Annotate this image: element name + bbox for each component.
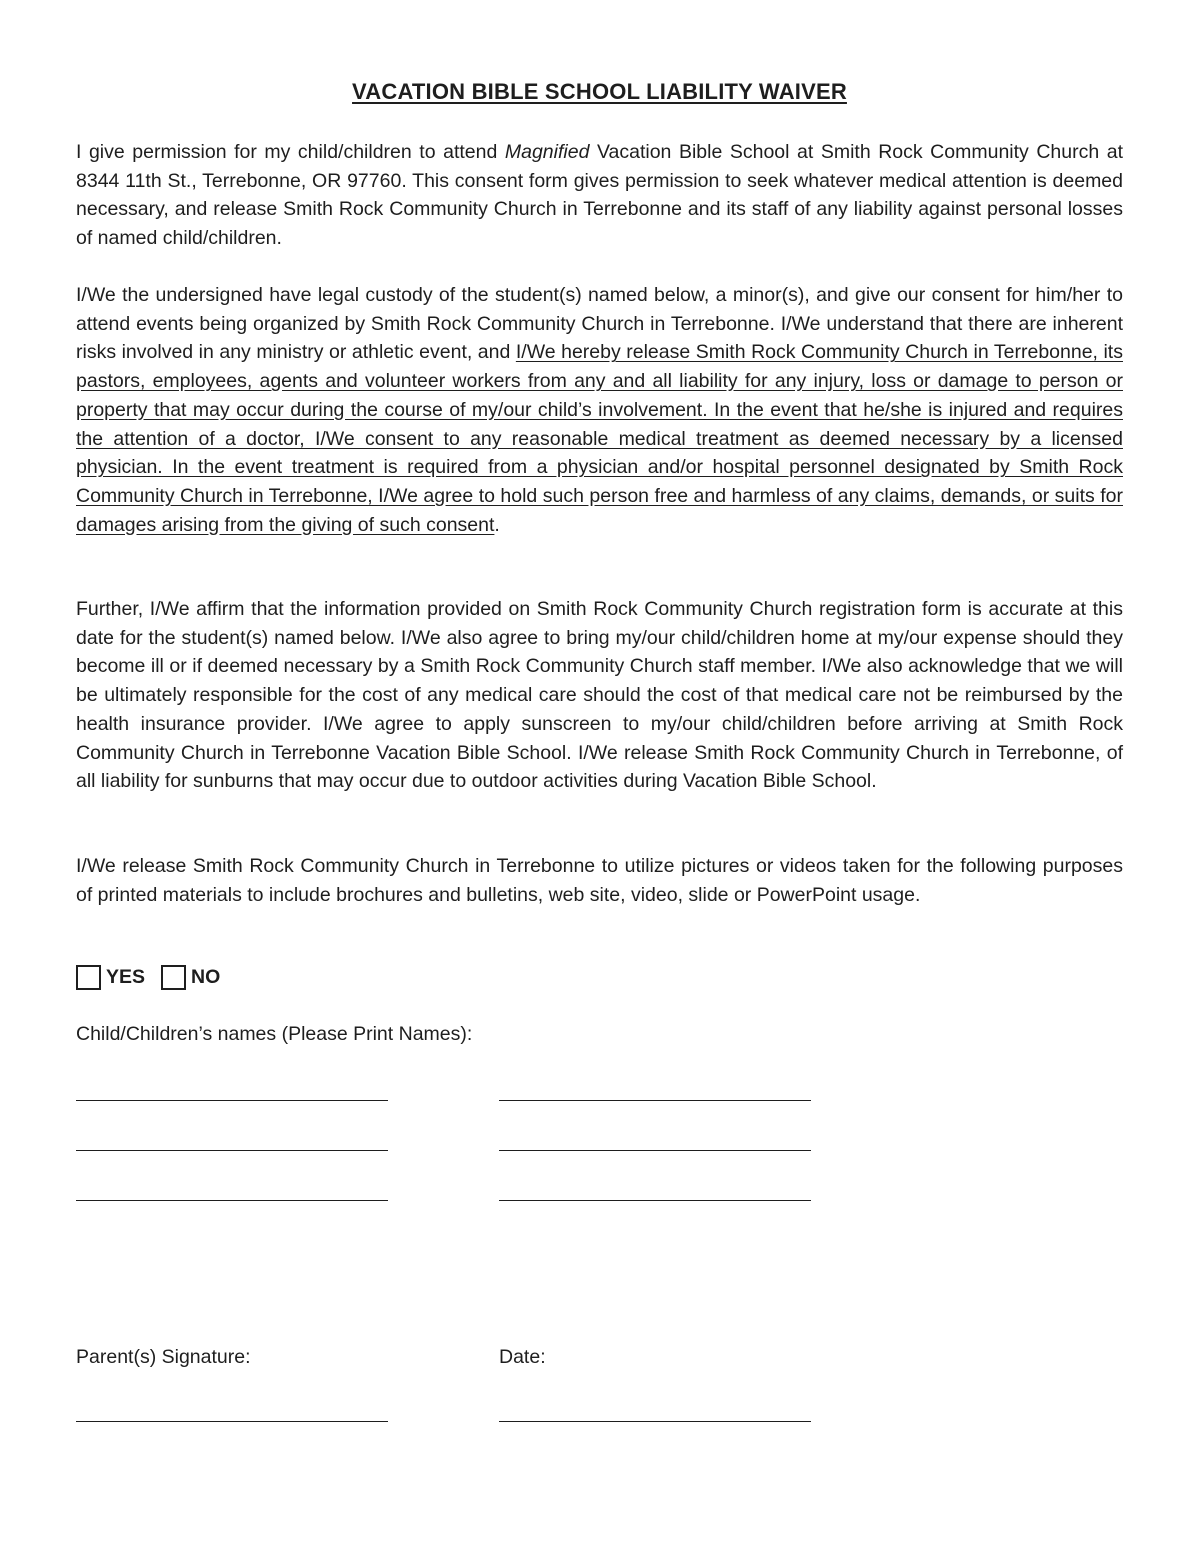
no-label: NO [191, 965, 221, 988]
child-name-field[interactable] [499, 1150, 811, 1151]
child-name-field[interactable] [76, 1100, 388, 1101]
affirmation-paragraph: Further, I/We affirm that the information provided on Smith Rock Community Church registration form is accurate at this date for the student(s) named below. I/We also agree to bring my/our child/children home at my/our expense should they become ill or if deemed necessary by a Smith Rock Community Church staff member. I/We also acknowledge that we will be ultimately responsible for the cost of any medical care should the cost of that medical care not be reimbursed by the health insurance provider. I/We agree to apply sunscreen to my/our child/children before arriving at Smith Rock Community Church in Terrebonne Vacation Bible School. I/We release Smith Rock Community Church in Terrebonne, of all liability for sunburns that may occur due to outdoor activities during Vacation Bible School. [76, 598, 1123, 793]
custody-paragraph [76, 281, 1123, 539]
permission-paragraph [76, 138, 1123, 253]
yes-checkbox[interactable] [76, 965, 101, 990]
date-field[interactable] [499, 1421, 811, 1422]
child-name-field[interactable] [499, 1200, 811, 1201]
media-release-paragraph: I/We release Smith Rock Community Church in Terrebonne to utilize pictures or videos taken for the following purposes of printed materials to include brochures and bulletins, web site, video, slide or PowerPoint usage. [76, 855, 1123, 906]
custody-text: I/We the undersigned have legal custody of the student(s) named below, a minor(s), and give our consent for him/her to attend events being organized by Smith Rock Community Church in Terrebonne. I/We understand that there are inherent risks involved in any ministry or athletic event, and [76, 284, 1123, 364]
children-names-label: Child/Children’s names (Please Print Names): [76, 1023, 473, 1045]
no-checkbox[interactable] [161, 965, 186, 990]
permission-text-end: Vacation Bible School at Smith Rock Community Church at 8344 11th St., Terrebonne, OR 97760. This consent form gives permission to seek whatever medical attention is deemed necessary, and release Smith Rock Community Church in Terrebonne and its staff of any liability against personal losses of named child/children. [76, 141, 1123, 250]
child-name-field[interactable] [499, 1100, 811, 1101]
signature-label: Parent(s) Signature: [76, 1346, 251, 1368]
child-name-field[interactable] [76, 1150, 388, 1151]
signature-field[interactable] [76, 1421, 388, 1422]
media-consent-options [76, 961, 236, 993]
document-title: VACATION BIBLE SCHOOL LIABILITY WAIVER [352, 79, 847, 104]
program-name: Magnified [504, 141, 590, 163]
yes-label: YES [106, 965, 146, 988]
custody-period: . [494, 513, 500, 536]
permission-text-start: I give permission for my child/children to attend [76, 141, 505, 163]
date-label: Date: [499, 1346, 546, 1368]
release-clause: I/We hereby release Smith Rock Community Church in Terrebonne, its pastors, employees, agents and volunteer workers from any and all liability for any injury, loss or damage to person or property that may occur during the course of my/our child’s involvement. In the event that he/she is injured and requires the attention of a doctor, I/We consent to any reasonable medical treatment as deemed necessary by a licensed physician. In the event treatment is required from a physician and/or hospital personnel designated by Smith Rock Community Church in Terrebonne, I/We agree to hold such person free and harmless of any claims, demands, or suits for damages arising from the giving of such consent [76, 341, 1123, 536]
child-name-field[interactable] [76, 1200, 388, 1201]
